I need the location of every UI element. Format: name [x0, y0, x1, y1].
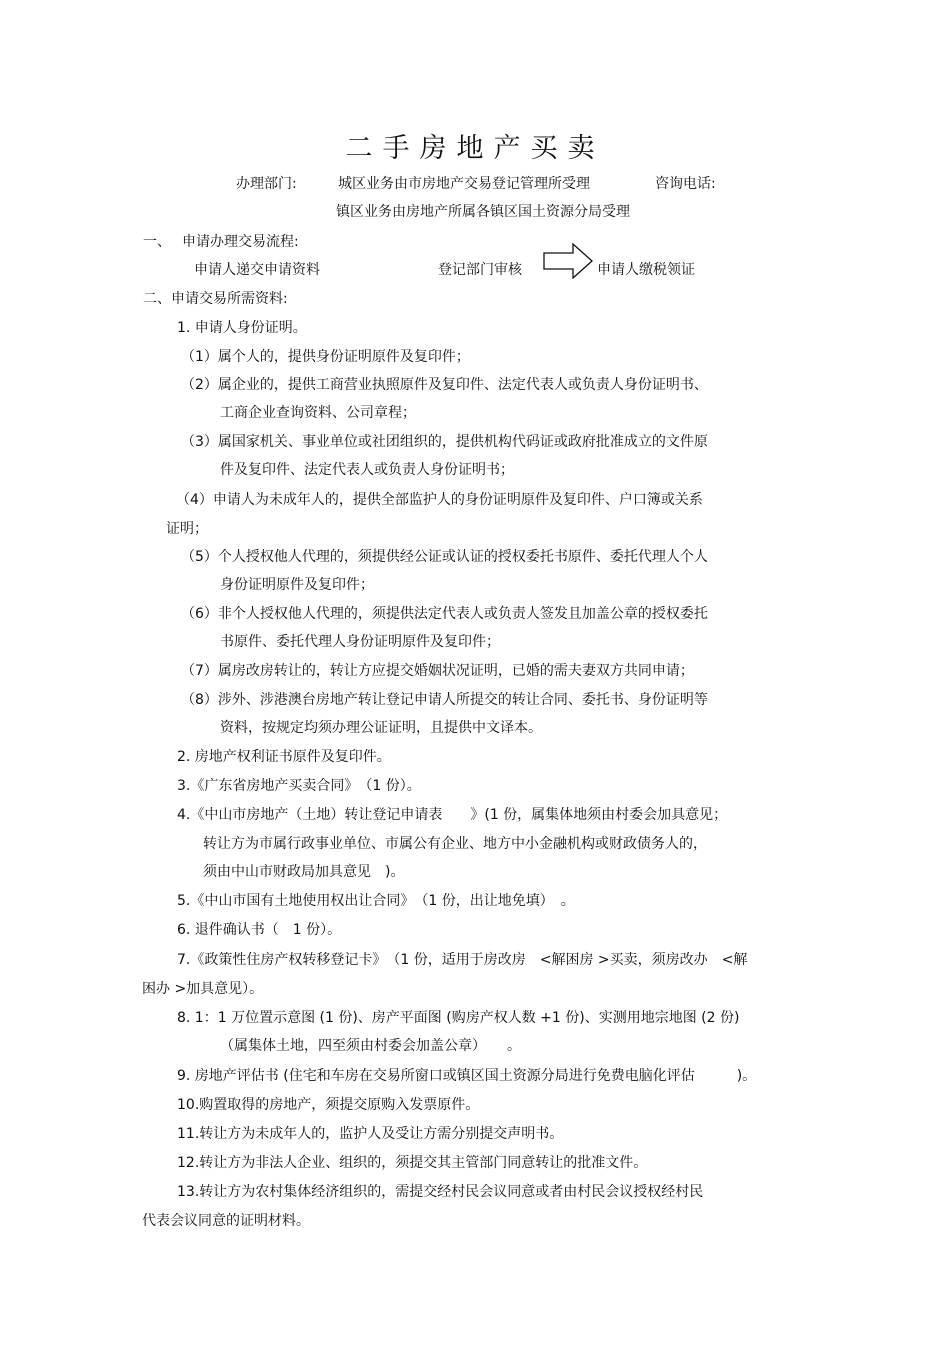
list-item: （7）属房改房转让的，转让方应提交婚姻状况证明，已婚的需夫妻双方共同申请；: [181, 663, 694, 679]
section-1-number: 一、: [143, 234, 171, 250]
phone-label: 咨询电话:: [655, 176, 716, 192]
list-item: 9. 房地产评估书 (住宅和车房在交易所窗口或镇区国土资源分局进行免费电脑化评估 )。: [177, 1068, 757, 1084]
process-step-3: 申请人缴税领证: [597, 262, 695, 278]
process-step-1: 申请人递交申请资料: [194, 262, 320, 278]
list-item: （属集体土地，四至须由村委会加盖公章） 。: [220, 1038, 521, 1054]
list-item: 困办 >加具意见）。: [142, 981, 264, 997]
section-2-title: 二、申请交易所需资料:: [143, 291, 288, 307]
list-item: （6）非个人授权他人代理的，须提供法定代表人或负责人签发且加盖公章的授权委托: [181, 606, 708, 622]
list-item: 3.《广东省房地产买卖合同》 （1 份）。: [177, 778, 421, 794]
list-item: （5）个人授权他人代理的，须提供经公证或认证的授权委托书原件、委托代理人个人: [181, 549, 708, 565]
list-item: 书原件、委托代理人身份证明原件及复印件；: [220, 634, 500, 650]
list-item: 13.转让方为农村集体经济组织的，需提交经村民会议同意或者由村民会议授权经村民: [177, 1184, 704, 1200]
list-item: 2. 房地产权利证书原件及复印件。: [177, 749, 391, 765]
list-item: （1）属个人的，提供身份证明原件及复印件；: [181, 349, 470, 365]
dept-line-1: 城区业务由市房地产交易登记管理所受理: [338, 176, 590, 192]
list-item: 转让方为市属行政事业单位、市属公有企业、地方中小金融机构或财政债务人的，: [203, 836, 707, 852]
list-item: 7.《政策性住房产权转移登记卡》 （1 份，适用于房改房 <解困房 >买卖，须房改办 <解: [177, 952, 748, 968]
list-item: （4）申请人为未成年人的，提供全部监护人的身份证明原件及复印件、户口簿或关系: [176, 492, 703, 508]
list-item: 8. 1：1 万位置示意图 (1 份)、房产平面图 (购房产权人数 +1 份)、实测用地宗地图 (2 份): [177, 1010, 740, 1026]
list-item: 10.购置取得的房地产，须提交原购入发票原件。: [177, 1097, 480, 1113]
list-item: 11.转让方为未成年人的，监护人及受让方需分别提交声明书。: [177, 1126, 564, 1142]
list-item: 资料，按规定均须办理公证证明，且提供中文译本。: [220, 720, 542, 736]
dept-line-2: 镇区业务由房地产所属各镇区国土资源分局受理: [336, 204, 630, 220]
list-item: 证明；: [166, 521, 208, 537]
list-item: 1. 申请人身份证明。: [177, 320, 307, 336]
list-item: 5.《中山市国有土地使用权出让合同》 （1 份，出让地免填） 。: [177, 893, 575, 909]
list-item: 6. 退件确认书（ 1 份）。: [177, 922, 342, 938]
page-title: 二手房地产买卖: [345, 133, 605, 164]
section-1-title: 申请办理交易流程:: [182, 234, 299, 250]
list-item: 4.《中山市房地产（土地）转让登记申请表 》(1 份，属集体地须由村委会加具意见；: [177, 807, 728, 823]
list-item: 件及复印件、法定代表人或负责人身份证明书；: [220, 462, 514, 478]
list-item: 12.转让方为非法人企业、组织的，须提交其主管部门同意转让的批准文件。: [177, 1155, 648, 1171]
list-item: 代表会议同意的证明材料。: [142, 1213, 310, 1229]
list-item: （8）涉外、涉港澳台房地产转让登记申请人所提交的转让合同、委托书、身份证明等: [181, 692, 708, 708]
list-item: 工商企业查询资料、公司章程；: [220, 405, 416, 421]
right-arrow-icon: [543, 243, 593, 279]
list-item: 身份证明原件及复印件；: [220, 577, 374, 593]
dept-label: 办理部门:: [236, 176, 297, 192]
list-item: （2）属企业的，提供工商营业执照原件及复印件、法定代表人或负责人身份证明书、: [181, 377, 708, 393]
list-item: （3）属国家机关、事业单位或社团组织的，提供机构代码证或政府批准成立的文件原: [181, 434, 708, 450]
process-step-2: 登记部门审核: [438, 262, 522, 278]
list-item: 须由中山市财政局加具意见 )。: [203, 864, 405, 880]
